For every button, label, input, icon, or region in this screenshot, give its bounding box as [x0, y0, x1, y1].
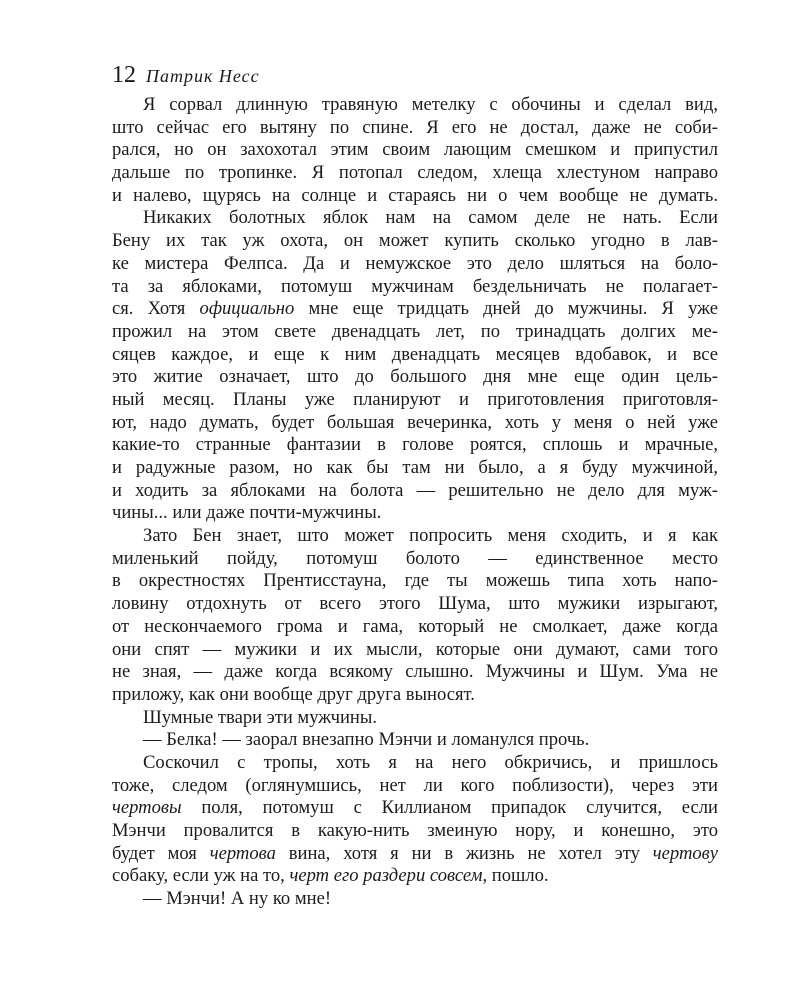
text-line — [112, 684, 718, 707]
running-head-author: Патрик Несс — [146, 66, 260, 86]
text-line — [112, 253, 718, 276]
text-segment: и радужные разом, но как бы там ни было, а я буду мужчиной, — [112, 457, 718, 478]
running-header — [112, 62, 260, 89]
text-segment: какие-то странные фантазии в голове роятся, сплошь и мрачные, — [112, 434, 718, 456]
text-segment: и ходить за яблоками на болота — решительно не дело для муж- — [112, 479, 718, 501]
text-segment: , пошло. — [482, 865, 549, 887]
text-line — [112, 797, 718, 820]
text-segment: тоже, следом (оглянумшись, нет ли кого поблизости), через эти — [112, 774, 718, 796]
italic-text: черт его раздери совсем — [289, 865, 483, 887]
text-line — [112, 94, 718, 117]
text-segment: — Мэнчи! А ну ко мне! — [143, 888, 332, 910]
text-line — [112, 185, 718, 208]
text-line — [112, 548, 718, 571]
text-line — [112, 434, 718, 457]
text-line — [112, 616, 718, 639]
text-segment: не зная, — даже когда всякому слышно. Мужчины и Шум. Ума не — [112, 661, 718, 683]
text-segment: рался, но он захохотал этим своим лающим смешком и припустил — [112, 139, 718, 161]
text-segment: дальше по тропинке. Я потопал следом, хлеща хлестуном направо — [112, 162, 718, 184]
text-line — [112, 298, 718, 321]
text-line — [112, 366, 718, 389]
text-segment: это житие означает, што до большого дня мне еще один цель- — [112, 366, 718, 388]
text-line — [112, 775, 718, 798]
text-segment: — Белка! — заорал внезапно Мэнчи и ломанулся прочь. — [143, 729, 590, 751]
text-segment: Мэнчи провалится в какую-нить змеиную нору, и конешно, это — [112, 820, 718, 841]
text-segment: и налево, щурясь на солнце и стараясь ни о чем вообще не думать. — [112, 184, 718, 206]
text-segment: ке мистера Фелпса. Да и немужское это дело шляться на боло- — [112, 252, 718, 274]
text-line — [112, 888, 718, 911]
text-segment: собаку, если уж на то, — [112, 865, 290, 887]
text-segment: Соскочил с тропы, хоть я на него обкричись, и пришлось — [143, 751, 718, 773]
text-segment: ют, надо думать, будет большая вечеринка, хоть у меня о ней уже — [112, 411, 718, 433]
italic-text: чертова — [209, 842, 276, 864]
text-line — [112, 843, 718, 866]
text-segment: што сейчас его вытяну по спине. Я его не достал, даже не соби- — [112, 116, 718, 138]
text-segment: миленький пойду, потомуш болото — единственное место — [112, 547, 718, 569]
text-segment: они спят — мужики и их мысли, которые они думают, сами того — [112, 638, 718, 660]
text-line — [112, 139, 718, 162]
page-number: 12 — [112, 62, 136, 88]
italic-text: чертовы — [112, 797, 182, 819]
text-line — [112, 661, 718, 684]
italic-text: официально — [199, 298, 295, 320]
text-segment: Никаких болотных яблок нам на самом деле не нать. Если — [143, 207, 718, 229]
text-line — [112, 162, 718, 185]
text-line — [112, 117, 718, 140]
text-line — [112, 729, 718, 752]
text-segment: Бену их так уж охота, он может купить сколько угодно в лав- — [112, 230, 718, 252]
text-segment: ный месяц. Планы уже планируют и приготовления приготовля- — [112, 388, 718, 410]
text-line — [112, 344, 718, 367]
text-segment: Шумные твари эти мужчины. — [143, 706, 378, 728]
text-segment: ся. Хотя — [112, 298, 200, 320]
text-line — [112, 820, 718, 843]
text-segment: ловину отдохнуть от всего этого Шума, што мужики изрыгают, — [112, 593, 718, 615]
text-segment: приложу, как они вообще друг друга выносят. — [112, 683, 475, 705]
text-segment: чины... или даже почти-мужчины. — [112, 502, 382, 524]
text-line — [112, 480, 718, 503]
text-segment: сяцев каждое, и еще к ним двенадцать месяцев вдобавок, и все — [112, 343, 718, 365]
text-line — [112, 525, 718, 548]
text-line — [112, 412, 718, 435]
text-segment: от нескончаемого грома и гама, который не смолкает, даже когда — [112, 615, 718, 637]
text-line — [112, 230, 718, 253]
text-line — [112, 570, 718, 593]
text-segment: мне еще тридцать дней до мужчины. Я уже — [294, 298, 718, 320]
text-segment: вина, хотя я ни в жизнь не хотел эту — [275, 842, 653, 864]
text-line — [112, 752, 718, 775]
text-line — [112, 707, 718, 730]
text-line — [112, 593, 718, 616]
text-segment: та за яблоками, потомуш мужчинам бездельничать не полагает- — [112, 275, 718, 297]
page-body-text — [112, 94, 718, 911]
text-line — [112, 207, 718, 230]
text-line — [112, 502, 718, 525]
text-segment: будет моя — [112, 842, 210, 864]
text-line — [112, 865, 718, 888]
text-segment: прожил на этом свете двенадцать лет, по тринадцать долгих ме- — [112, 320, 718, 342]
text-segment: в окрестностях Прентисстауна, где ты можешь типа хоть напо- — [112, 570, 718, 592]
text-line — [112, 457, 718, 480]
text-segment: Я сорвал длинную травяную метелку с обочины и сделал вид, — [143, 94, 718, 115]
italic-text: чертову — [652, 842, 718, 864]
text-line — [112, 321, 718, 344]
text-line — [112, 389, 718, 412]
text-line — [112, 276, 718, 299]
text-segment: поля, потомуш с Киллианом припадок случится, если — [181, 797, 718, 819]
text-line — [112, 639, 718, 662]
text-segment: Зато Бен знает, што может попросить меня сходить, и я как — [143, 525, 718, 547]
